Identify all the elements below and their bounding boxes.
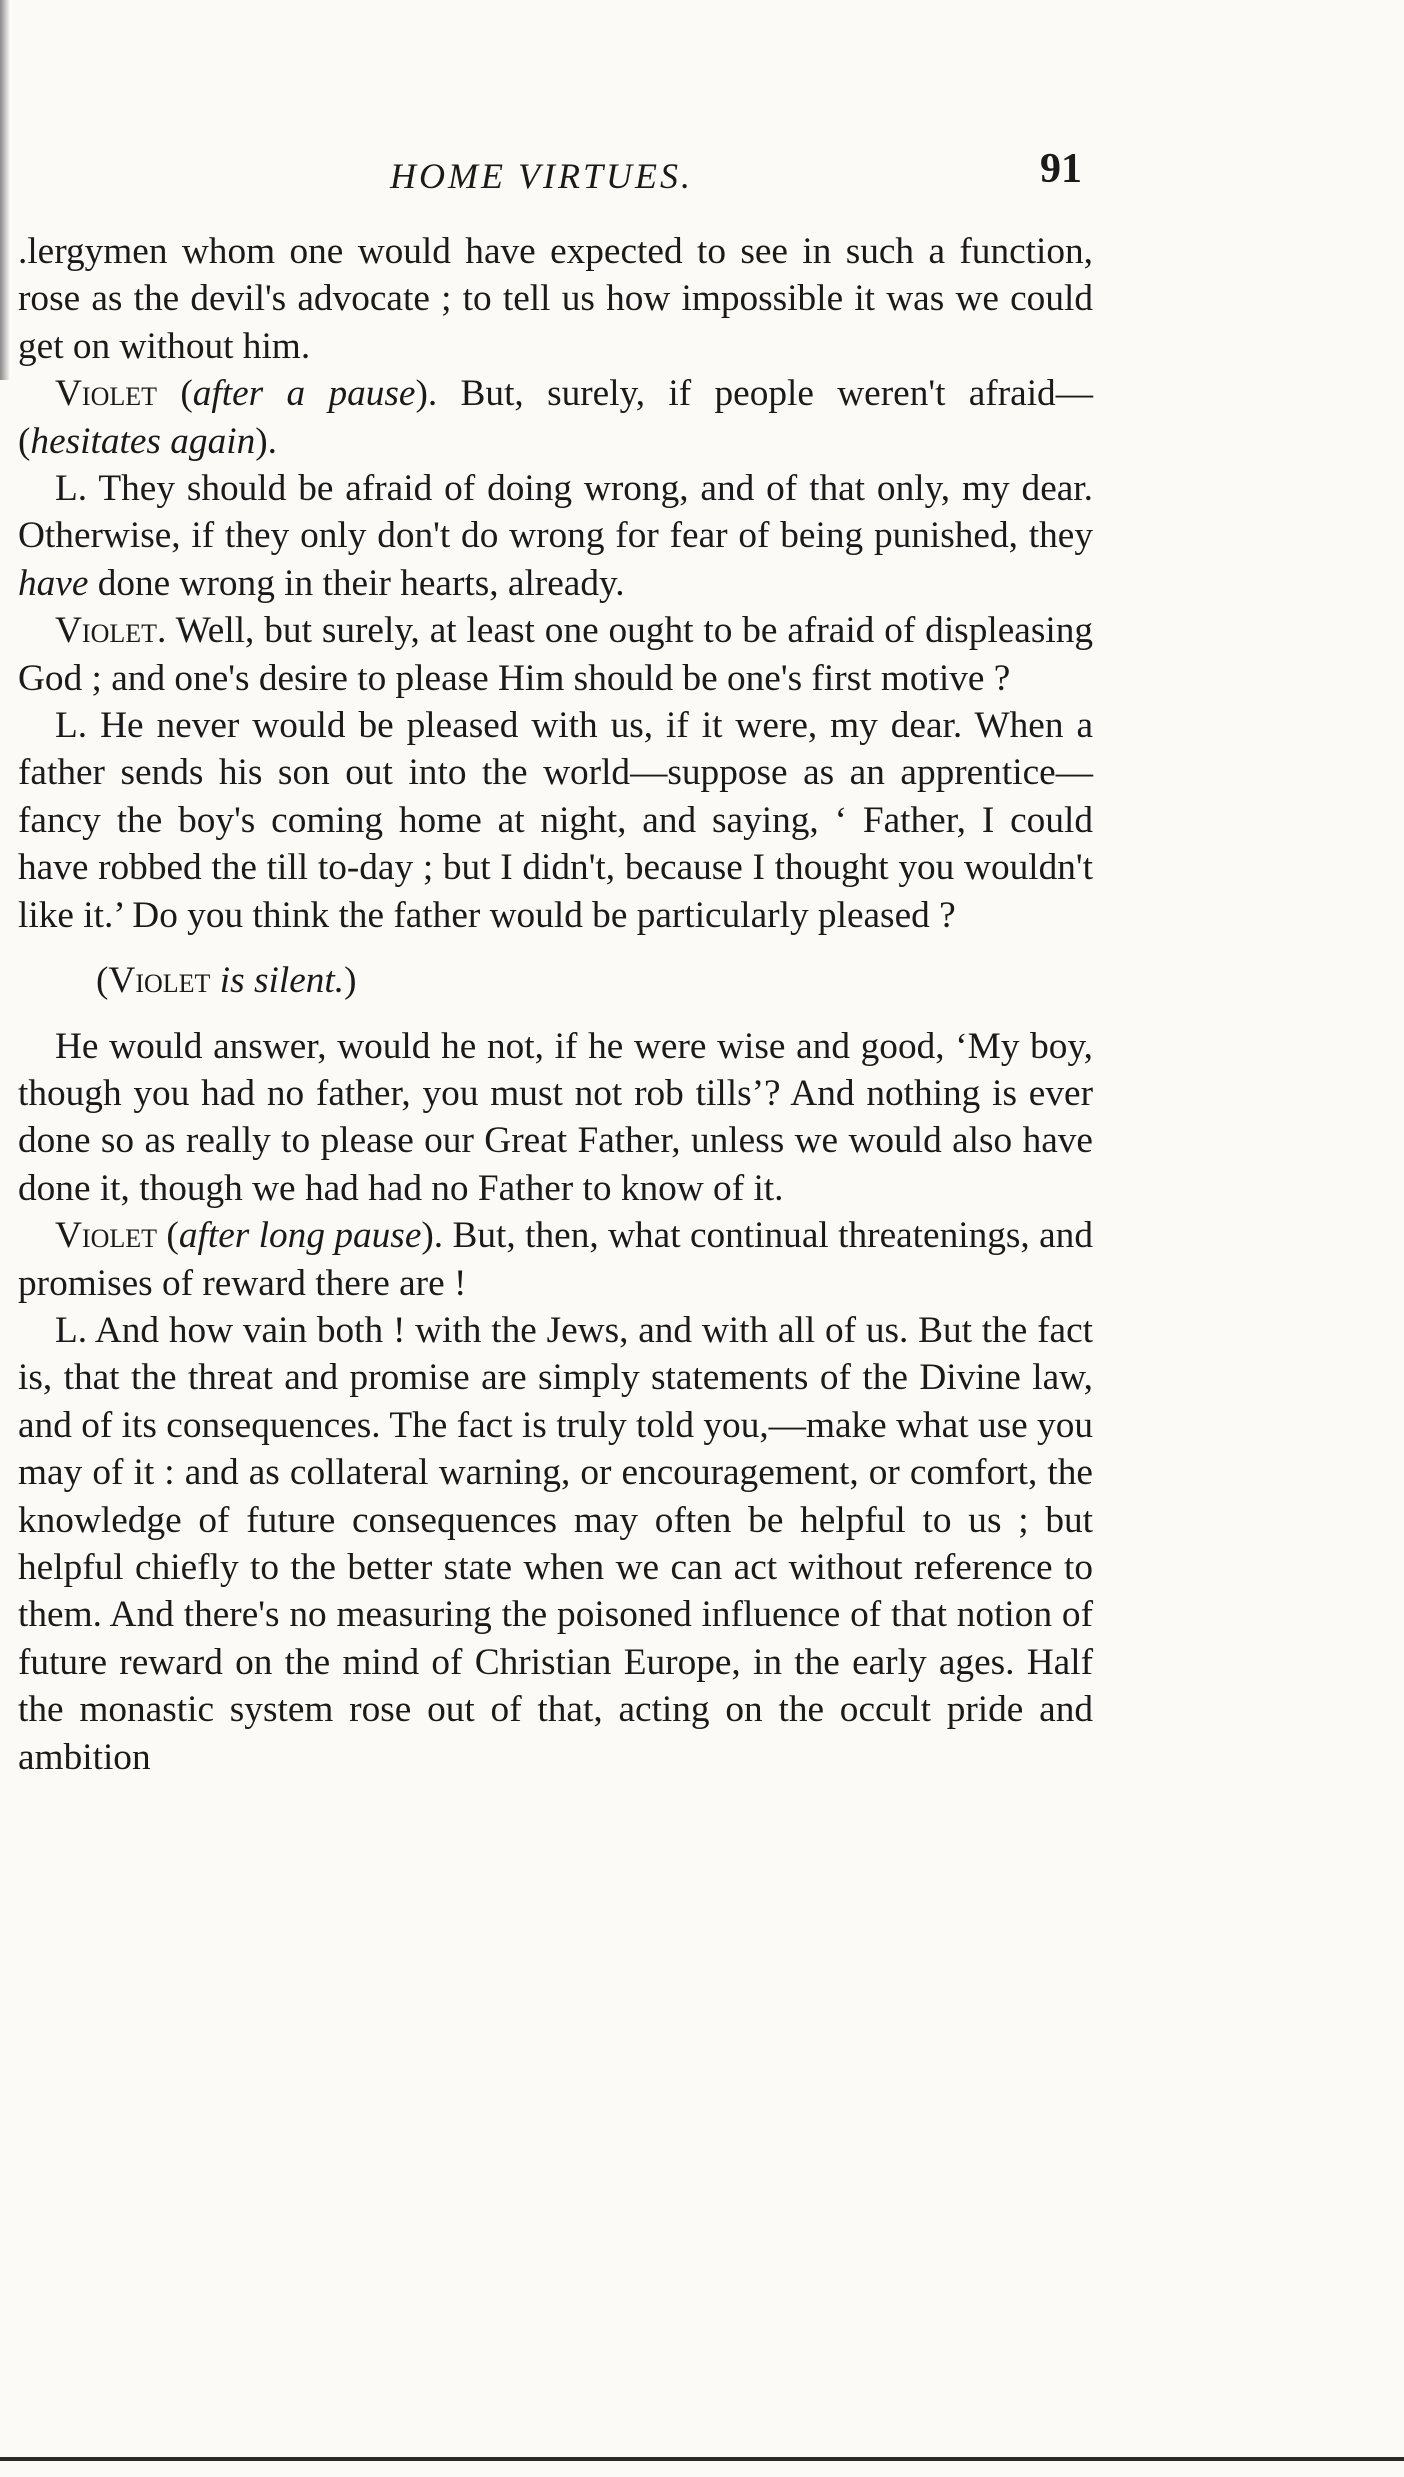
paragraph: Violet (after long pause). But, then, what continual threatenings, and promises of reward there are !	[18, 1215, 1093, 1304]
paragraph: Violet. Well, but surely, at least one ought to be afraid of displeasing God ; and one's desire to please Him should be one's first motive ?	[18, 610, 1093, 699]
paragraph: Violet (after a pause). But, surely, if people weren't afraid—(hesitates again).	[18, 373, 1093, 462]
running-head: HOME VIRTUES.	[390, 156, 693, 196]
speaker-name: Violet	[55, 1215, 158, 1257]
emphasis: have	[18, 562, 89, 604]
page-number: 91	[1040, 146, 1082, 192]
bottom-rule	[0, 2457, 1404, 2461]
paragraph: .lergymen whom one would have expected to see in such a function, rose as the devil's advocate ; to tell us how impossible it was we could get on without him.	[18, 231, 1093, 367]
stage-direction: is silent.	[219, 960, 345, 1002]
speaker-name: Violet	[55, 373, 158, 415]
paragraph: He would answer, would he not, if he were wise and good, ‘My boy, though you had no father, you must not rob tills’? And nothing is ever done so as really to please our Great Father, unless we would also have done it, though we had had no Father to know of it.	[18, 1025, 1093, 1209]
paragraph: L. He never would be pleased with us, if it were, my dear. When a father sends his son out into the world—suppose as an apprentice—fancy the boy's coming home at night, and saying, ‘ Father, I could have robbed the till to-day ; but I didn't, because I thought you wouldn't like it.’ Do you think the father would be particularly pleased ?	[18, 705, 1094, 936]
speaker-name: L.	[55, 1309, 88, 1351]
stage-direction: after a pause	[192, 373, 416, 415]
speaker-name: L.	[55, 705, 88, 747]
stage-direction: hesitates again	[30, 420, 256, 462]
paragraph: L. And how vain both ! with the Jews, and with all of us. But the fact is, that the threat and promise are simply statements of the Divine law, and of its consequences. The fact is truly told you,—make what use you may of it : and as collateral warning, or encouragement, or comfort, the knowledge of future consequences may often be helpful to us ; but helpful chiefly to the better state when we can act without reference to them. And there's no measuring the poisoned influence of that notion of future reward on the mind of Christian Europe, in the early ages. Half the monastic system rose out of that, acting on the occult pride and ambition	[18, 1309, 1093, 1778]
speaker-name: L.	[55, 468, 88, 510]
body-text	[18, 228, 1093, 1781]
stage-direction-line: (Violet is silent.)	[96, 960, 357, 1002]
page-header	[0, 145, 1404, 205]
speaker-name: Violet.	[55, 610, 167, 652]
paragraph: L. They should be afraid of doing wrong, and of that only, my dear. Otherwise, if they only don't do wrong for fear of being punished, they have done wrong in their hearts, already.	[18, 468, 1093, 604]
stage-direction: after long pause	[178, 1215, 422, 1257]
speaker-name: Violet	[108, 960, 211, 1002]
